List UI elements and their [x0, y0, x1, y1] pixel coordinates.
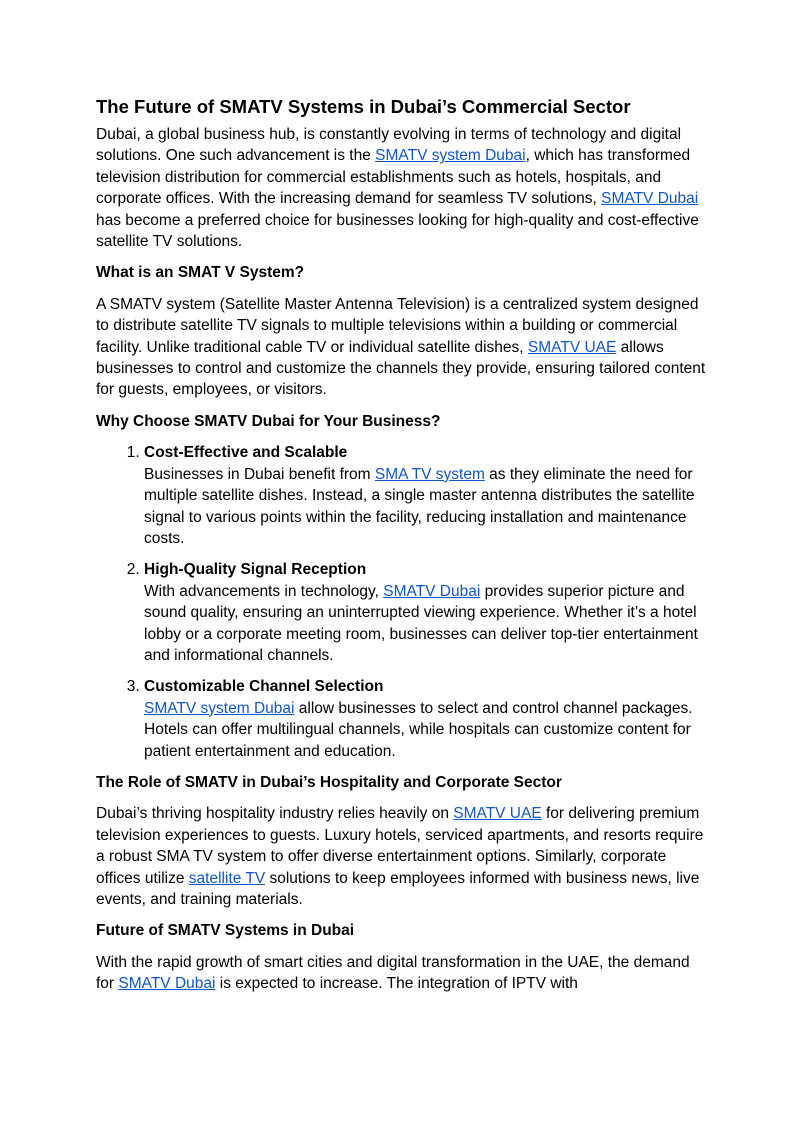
role-text-2: for delivering premium television experiences to guests. Luxury hotels, serviced apartments, and resorts require a robust SMA TV system to offer diverse entertainment options. Similarly, corporate offices utilize — [96, 805, 704, 887]
link-sma-tv-system[interactable]: SMA TV system — [374, 465, 485, 483]
list-item — [144, 676, 706, 762]
link-smatv-dubai[interactable]: SMATV Dubai — [383, 582, 481, 600]
what-is-text-2: allows businesses to control and customize the channels they provide, ensuring tailored content for guests, employees, or visitors. — [96, 338, 706, 399]
intro-text-3: has become a preferred choice for businesses looking for high-quality and cost-effective satellite TV solutions. — [96, 211, 699, 251]
page-title: The Future of SMATV Systems in Dubai’s Commercial Sector — [96, 96, 631, 117]
list-item-title: 2. High-Quality Signal Reception — [144, 561, 367, 579]
role-paragraph — [96, 803, 706, 910]
list-item-body — [144, 581, 706, 667]
link-satellite-tv[interactable]: satellite TV — [188, 869, 266, 887]
link-smatv-system-dubai[interactable]: SMATV system Dubai — [144, 699, 295, 717]
list-item-text-1: Businesses in Dubai benefit from — [144, 465, 375, 483]
benefits-list — [96, 442, 706, 762]
list-item-text-2: allow businesses to select and control channel packages. Hotels can offer multilingual channels, while hospitals can customize content for patient entertainment and education. — [144, 699, 693, 760]
list-item-body — [144, 464, 706, 550]
what-is-paragraph — [96, 294, 706, 401]
role-text-3: solutions to keep employees informed with business news, live events, and training materials. — [96, 869, 700, 908]
section-heading-role: The Role of SMATV in Dubai’s Hospitality and Corporate Sector — [96, 773, 562, 791]
list-item-text-2: provides superior picture and sound quality, ensuring an uninterrupted viewing experience. Whether it’s a hotel lobby or a corporate meeting room, businesses can deliver top-tier entertainment and informational channels. — [144, 582, 698, 664]
future-text-1: With the rapid growth of smart cities and digital transformation in the UAE, the demand for — [96, 953, 690, 993]
list-item-text-1: With advancements in technology, — [144, 582, 384, 600]
intro-paragraph — [96, 124, 706, 252]
role-text-1: Dubai’s thriving hospitality industry relies heavily on — [96, 805, 454, 823]
what-is-text-1: A SMATV system (Satellite Master Antenna Television) is a centralized system designed to distribute satellite TV signals to multiple televisions within a building or commercial facility. Unlike traditional cable TV or individual satellite dishes, — [96, 295, 699, 356]
list-item-title: 3. Customizable Channel Selection — [144, 678, 384, 696]
list-item — [144, 442, 706, 549]
future-text-2: is expected to increase. The integration of IPTV with — [215, 975, 578, 993]
link-smatv-dubai[interactable]: SMATV Dubai — [118, 975, 216, 993]
list-item-title: 1. Cost-Effective and Scalable — [144, 444, 348, 462]
list-item-text-2: as they eliminate the need for multiple satellite dishes. Instead, a single master antenna distributes the satellite signal to various points within the facility, reducing installation and maintenance costs. — [144, 465, 695, 547]
section-heading-why-choose: Why Choose SMATV Dubai for Your Business? — [96, 412, 441, 430]
section-heading-what-is: What is an SMAT V System? — [96, 264, 305, 282]
section-heading-future: Future of SMATV Systems in Dubai — [96, 922, 355, 940]
future-paragraph — [96, 952, 706, 995]
document-page — [96, 94, 706, 1005]
link-smatv-uae[interactable]: SMATV UAE — [453, 805, 542, 823]
link-smatv-system-dubai[interactable]: SMATV system Dubai — [375, 147, 526, 165]
link-smatv-dubai[interactable]: SMATV Dubai — [601, 190, 699, 208]
list-item-body — [144, 698, 706, 762]
link-smatv-uae[interactable]: SMATV UAE — [527, 338, 617, 356]
intro-text-1: Dubai, a global business hub, is constantly evolving in terms of technology and digital solutions. One such advancement is the — [96, 126, 682, 165]
list-item — [144, 559, 706, 666]
intro-text-2: , which has transformed television distribution for commercial establishments such as hotels, hospitals, and corporate offices. With the increasing demand for seamless TV solutions, — [96, 147, 691, 208]
